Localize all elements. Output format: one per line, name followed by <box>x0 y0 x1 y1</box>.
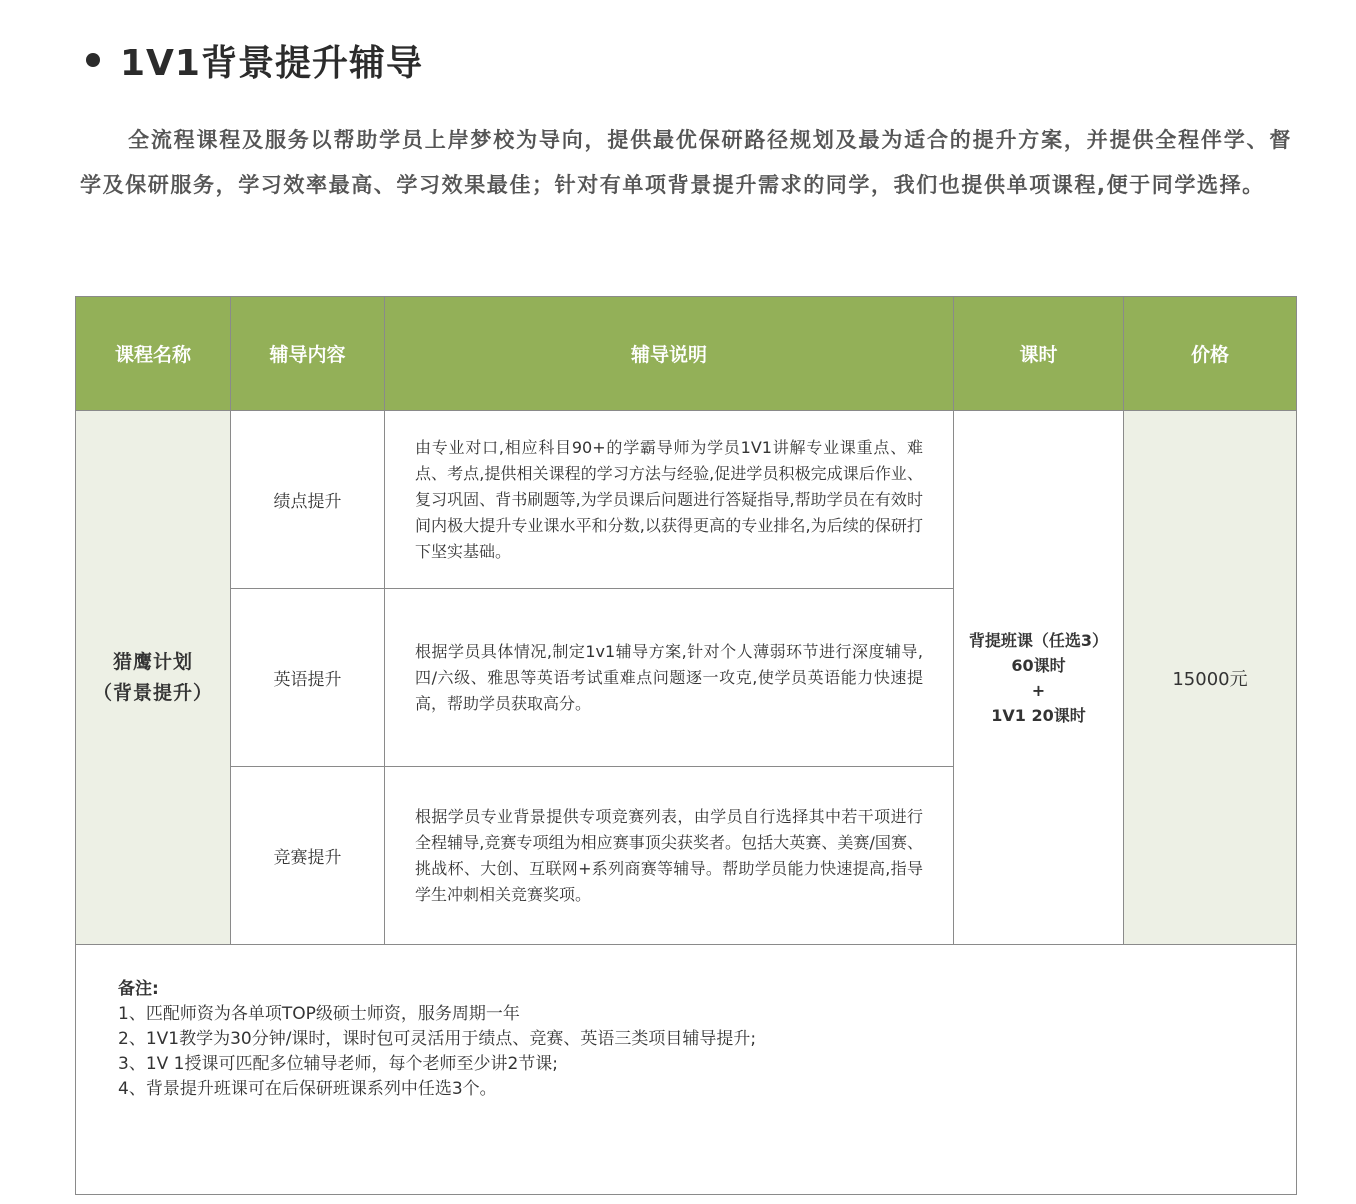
intro-paragraph: 全流程课程及服务以帮助学员上岸梦校为导向，提供最优保研路径规划及最为适合的提升方案，并提供全程伴学、督学及保研服务，学习效率最高、学习效果最佳；针对有单项背景提升需求的同学，我们也提供单项课程,便于同学选择。 <box>80 128 1292 197</box>
hours-line: + <box>1031 680 1046 700</box>
description-english: 根据学员具体情况,制定1v1辅导方案,针对个人薄弱环节进行深度辅导,四/六级、雅思等英语考试重难点问题逐一攻克,使学员英语能力快速提高，帮助学员获取高分。 <box>385 589 954 767</box>
plan-name: 猎鹰计划 <box>112 650 193 673</box>
hours-line: 1V1 20课时 <box>991 705 1086 725</box>
description-competition: 根据学员专业背景提供专项竞赛列表，由学员自行选择其中若干项进行全程辅导,竞赛专项组为相应赛事顶尖获奖者。包括大英赛、美赛/国赛、挑战杯、大创、互联网+系列商赛等辅导。帮助学员能力快速提高,指导学生冲刺相关竞赛奖项。 <box>385 767 954 945</box>
section-heading <box>86 30 423 90</box>
table-row <box>76 411 1297 589</box>
note-item: 3、1V 1授课可匹配多位辅导老师，每个老师至少讲2节课; <box>118 1054 559 1074</box>
hours-line: 背提班课（任选3） <box>968 630 1109 650</box>
description-gpa: 由专业对口,相应科目90+的学霸导师为学员1V1讲解专业课重点、难点、考点,提供相关课程的学习方法与经验,促进学员积极完成课后作业、复习巩固、背书刷题等,为学员课后问题进行答疑指导,帮助学员在有效时间内极大提升专业课水平和分数,以获得更高的专业排名,为后续的保研打下坚实基础。 <box>385 411 954 589</box>
course-table <box>75 296 1297 1195</box>
header-content: 辅导内容 <box>231 297 385 411</box>
hours-line: 60课时 <box>1011 655 1066 675</box>
notes-row <box>76 945 1297 1195</box>
notes-cell <box>76 945 1297 1195</box>
header-description: 辅导说明 <box>385 297 954 411</box>
hours-cell <box>954 411 1124 945</box>
header-price: 价格 <box>1124 297 1297 411</box>
header-hours: 课时 <box>954 297 1124 411</box>
plan-subtitle: （背景提升） <box>92 681 213 704</box>
table-header-row <box>76 297 1297 411</box>
notes-title: 备注: <box>118 979 159 999</box>
content-english: 英语提升 <box>231 589 385 767</box>
content-gpa: 绩点提升 <box>231 411 385 589</box>
bullet-icon <box>86 53 100 67</box>
plan-name-cell <box>76 411 231 945</box>
note-item: 1、匹配师资为各单项TOP级硕士师资，服务周期一年 <box>118 1004 520 1024</box>
section-title: 1V1背景提升辅导 <box>120 42 423 84</box>
header-course-name: 课程名称 <box>76 297 231 411</box>
note-item: 2、1V1教学为30分钟/课时，课时包可灵活用于绩点、竞赛、英语三类项目辅导提升; <box>118 1029 757 1049</box>
price-cell: 15000元 <box>1124 411 1297 945</box>
note-item: 4、背景提升班课可在后保研班课系列中任选3个。 <box>118 1079 497 1099</box>
content-competition: 竞赛提升 <box>231 767 385 945</box>
